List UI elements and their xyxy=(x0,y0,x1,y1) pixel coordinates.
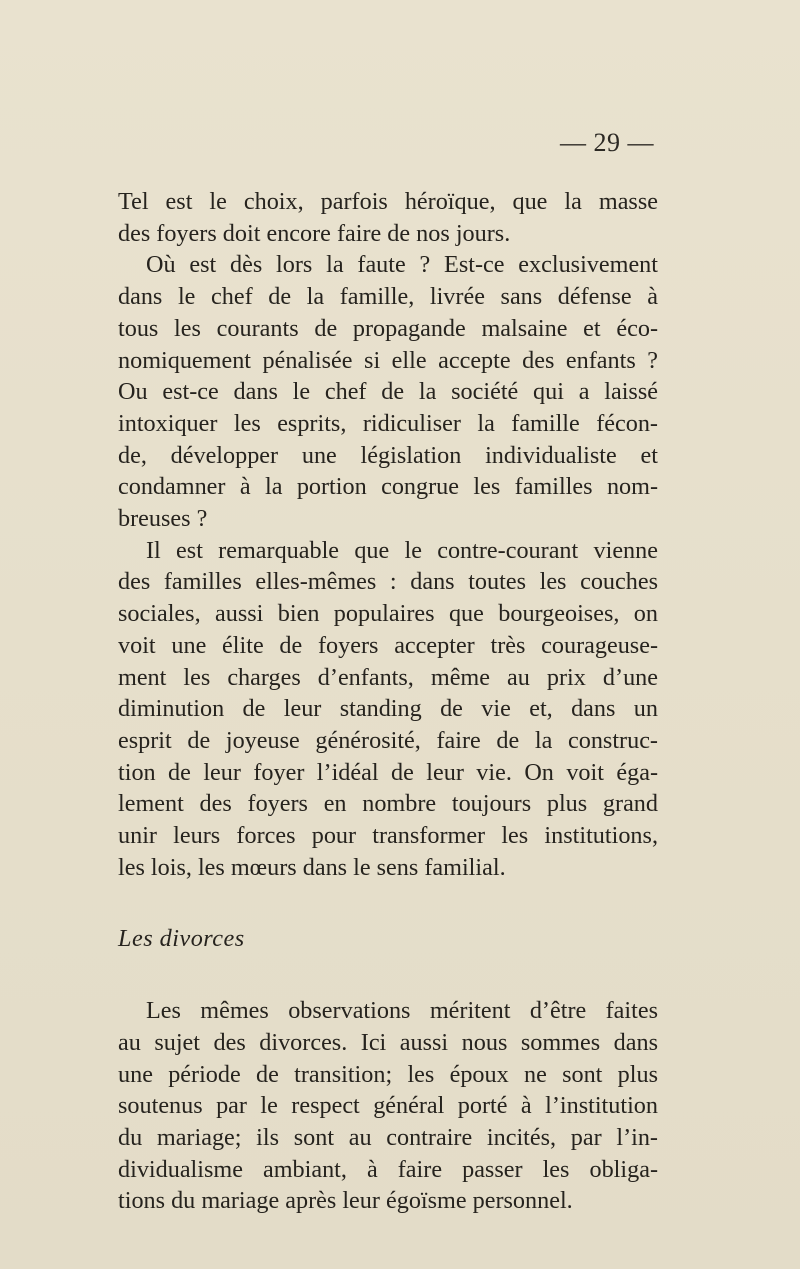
text-line: voit une élite de foyers accepter très courageuse- xyxy=(118,631,658,659)
text-line: les lois, les mœurs dans le sens familial. xyxy=(118,853,506,881)
text-line: Les mêmes observations méritent d’être faites xyxy=(146,997,658,1025)
text-line: dans le chef de la famille, livrée sans défense à xyxy=(118,283,658,311)
text-line: Il est remarquable que le contre-courant vienne xyxy=(146,536,658,564)
text-line: tion de leur foyer l’idéal de leur vie. On voit éga- xyxy=(118,758,658,786)
text-line: des foyers doit encore faire de nos jours. xyxy=(118,219,511,247)
paragraph-1 xyxy=(118,186,658,249)
paragraph-4 xyxy=(118,995,658,1217)
text-line: condamner à la portion congrue les familles nom- xyxy=(118,473,658,501)
paragraph-2 xyxy=(118,249,658,534)
text-line: diminution de leur standing de vie et, dans un xyxy=(118,695,658,723)
text-line: breuses ? xyxy=(118,505,208,533)
text-line: Où est dès lors la faute ? Est-ce exclusivement xyxy=(146,251,658,279)
text-line: du mariage; ils sont au contraire incités, par l’in- xyxy=(118,1123,658,1151)
page-number: — 29 — xyxy=(560,128,654,157)
text-line: une période de transition; les époux ne sont plus xyxy=(118,1060,658,1088)
section-heading: Les divorces xyxy=(118,925,245,953)
text-line: lement des foyers en nombre toujours plus grand xyxy=(118,790,658,818)
text-line: dividualisme ambiant, à faire passer les obliga- xyxy=(118,1155,658,1183)
text-line: sociales, aussi bien populaires que bourgeoises, on xyxy=(118,600,658,628)
body-text xyxy=(118,186,658,1217)
text-line: unir leurs forces pour transformer les institutions, xyxy=(118,822,658,850)
paragraph-3 xyxy=(118,535,658,884)
text-line: Ou est-ce dans le chef de la société qui a laissé xyxy=(118,378,658,406)
text-line: au sujet des divorces. Ici aussi nous sommes dans xyxy=(118,1028,658,1056)
text-line: esprit de joyeuse générosité, faire de la construc- xyxy=(118,726,658,754)
text-line: Tel est le choix, parfois héroïque, que la masse xyxy=(118,188,658,215)
text-line: intoxiquer les esprits, ridiculiser la famille fécon- xyxy=(118,409,658,437)
text-line: ment les charges d’enfants, même au prix d’une xyxy=(118,663,658,691)
text-line: soutenus par le respect général porté à l’institution xyxy=(118,1092,658,1120)
text-line: des familles elles-mêmes : dans toutes les couches xyxy=(118,568,658,596)
text-line: tions du mariage après leur égoïsme personnel. xyxy=(118,1187,573,1215)
text-line: tous les courants de propagande malsaine et éco- xyxy=(118,314,658,342)
text-line: de, développer une législation individualiste et xyxy=(118,441,658,469)
text-line: nomiquement pénalisée si elle accepte des enfants ? xyxy=(118,346,658,374)
